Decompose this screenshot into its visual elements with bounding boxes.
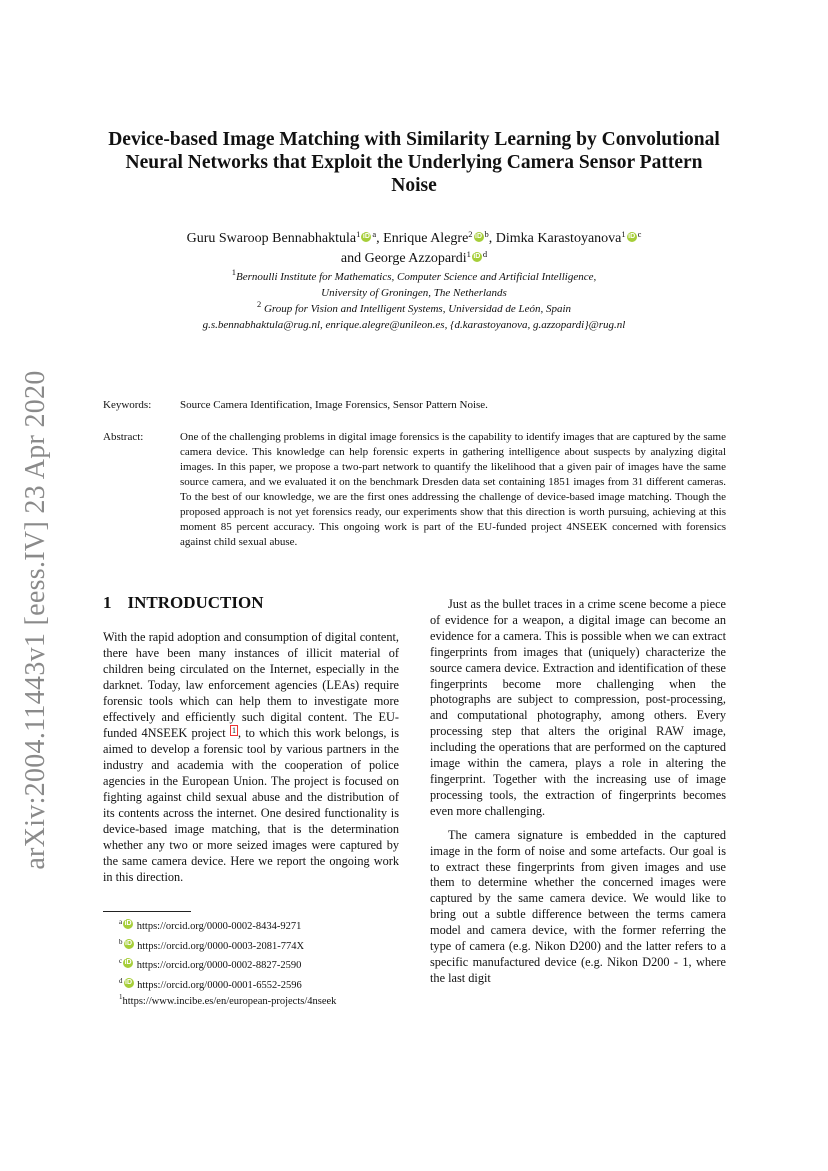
arxiv-identifier: [16, 360, 56, 880]
author-affil-ref: 1: [621, 229, 626, 239]
author-emails: g.s.bennabhaktula@rug.nl, enrique.alegre@unileon.es, {d.karastoyanova, g.azzopardi}@rug.nl: [202, 319, 626, 331]
affil-number: 1: [231, 267, 236, 277]
paragraph-text: , to which this work belongs, is aimed to develop a forensic tool by various partners in the industry and academia with the cooperation of police agencies in the European Union. The project is focused on fighting against child sexual abuse and the distribution of its contents across the internet. One desired functionality is device-based image matching, that is the determination whether any two or more seized images were captured by the same camera device. Here we report the ongoing work in this direction.: [103, 726, 399, 884]
footnote-url[interactable]: https://orcid.org/0000-0002-8434-9271: [136, 921, 302, 932]
title-line: Device-based Image Matching with Similarity Learning by Convolutional: [108, 129, 720, 150]
affiliation-1-cont: University of Groningen, The Netherlands: [321, 287, 507, 299]
author-name: George Azzopardi: [364, 251, 467, 266]
arxiv-identifier-text: arXiv:2004.11443v1 [eess.IV] 23 Apr 2020: [20, 370, 51, 870]
orcid-icon: iD: [124, 959, 132, 966]
title-line: Noise: [391, 175, 437, 196]
footnote-url[interactable]: https://www.incibe.es/en/european-projects/4nseek: [122, 996, 337, 1007]
affil-number: 2: [256, 299, 262, 309]
footnote-project: [103, 995, 403, 1009]
orcid-icon[interactable]: iD: [475, 233, 483, 240]
left-column: [103, 630, 399, 886]
section-number: 1: [103, 593, 112, 612]
footnote-mark: a: [119, 918, 123, 926]
footnote-rule: [103, 911, 191, 912]
footnote-mark: 1: [119, 993, 123, 1001]
author-name: Dimka Karastoyanova: [495, 231, 622, 246]
footnote-orcid: [103, 976, 403, 996]
abstract-row: [103, 430, 726, 550]
footnotes: [103, 917, 403, 1009]
intro-paragraph-2: Just as the bullet traces in a crime scene become a piece of evidence for a weapon, a digital image can become an evidence for a camera. This is possible when we can extract fingerprints from images that (uniquely) characterize the source camera device. Extraction and identification of these fingerprints become more challenging when the photographs are subject to compression, post-processing, and computational photography, among others. Every processing step that alters the original RAW image, including the operations that are performed on the captured image within the camera, plays a role in altering the fingerprint. Together with the increasing use of image processing tools, the extraction of fingerprints becomes even more challenging.: [430, 597, 726, 818]
orcid-icon[interactable]: iD: [473, 253, 481, 260]
author-affil-ref: 1: [466, 249, 471, 259]
keywords-label: Keywords:: [103, 399, 152, 411]
title-line: Neural Networks that Exploit the Underlying Camera Sensor Pattern: [125, 152, 703, 173]
author-footnote-mark: b: [484, 229, 489, 239]
author-name: Enrique Alegre: [383, 231, 469, 246]
footnote-orcid: [103, 956, 403, 976]
author-footnote-mark: c: [637, 229, 642, 239]
author-name: Guru Swaroop Bennabhaktula: [186, 231, 357, 246]
author-footnote-mark: d: [482, 249, 488, 259]
affil-text: Bernoulli Institute for Mathematics, Computer Science and Artificial Intelligence,: [235, 271, 597, 283]
footnote-url[interactable]: https://orcid.org/0000-0003-2081-774X: [137, 940, 305, 952]
affiliations: [80, 269, 748, 333]
footnote-url[interactable]: https://orcid.org/0000-0002-8827-2590: [136, 960, 302, 971]
right-column: [430, 597, 726, 987]
footnote-orcid: [103, 917, 403, 937]
section-title: INTRODUCTION: [127, 593, 264, 612]
paper-title: [90, 128, 738, 197]
orcid-icon[interactable]: iD: [362, 233, 370, 240]
footnote-url[interactable]: https://orcid.org/0000-0001-6552-2596: [137, 979, 302, 991]
author-affil-ref: 1: [356, 229, 361, 239]
footnote-orcid: [103, 937, 403, 957]
footnote-link[interactable]: 1: [231, 726, 236, 736]
author-footnote-mark: a: [372, 229, 377, 239]
footnote-mark: b: [119, 937, 123, 946]
affiliation-2: [80, 301, 748, 317]
author-line-2: [80, 249, 748, 269]
orcid-icon[interactable]: iD: [628, 233, 636, 240]
author-line-1: Guru Swaroop Bennabhaktula$^1$ iD $^a$, Enrique Alegre$^2$ iD $^b$, Dimka Karastoyanova$^1$ iD $^c$: [186, 229, 642, 246]
affiliation-1: [80, 269, 748, 285]
footnote-mark: c: [119, 957, 123, 965]
author-affil-ref: 2: [468, 229, 473, 239]
affil-text: Group for Vision and Intelligent Systems, Universidad de León, Spain: [263, 303, 572, 315]
keywords-row: [103, 398, 726, 413]
author-list: [80, 229, 748, 269]
paragraph-text: With the rapid adoption and consumption of digital content, there have been many instances of illicit material of children being circulated on the Internet, especially in the darknet. Today, law enforcement agencies (LEAs) require forensic tools which can help them to investigate more effectively and efficiently such digital content. The EU-funded 4NSEEK project: [103, 630, 399, 741]
orcid-icon: iD: [125, 939, 132, 947]
orcid-icon: iD: [125, 978, 132, 986]
abstract-text: One of the challenging problems in digital image forensics is the capability to identify images that are captured by the same camera device. This knowledge can help forensic experts in gathering intelligence about suspects by analyzing digital images. In this paper, we propose a two-part network to quantify the likelihood that a given pair of images have the same source camera, and we evaluated it on the benchmark Dresden data set containing 1851 images from 31 different cameras. To the best of our knowledge, we are the first ones addressing the challenge of device-based image matching. Though the proposed approach is not yet forensics ready, our experiments show that this direction is worth pursuing, achieving at this moment 85 percent accuracy. This ongoing work is part of the EU-funded project 4NSEEK concerned with forensics against child sexual abuse.: [180, 431, 726, 548]
intro-paragraph-3: The camera signature is embedded in the captured image in the form of noise and some artefacts. Our goal is to extract these fingerprints from given images and use them to determine whether the concerned images were captured by the same camera device. We would like to bring out a subtle difference between the terms camera model and camera device, with the former referring the type of camera (e.g. Nikon D200) and the latter refers to a specific manufactured device (e.g. Nikon D200 - 1, where the last digit: [430, 827, 726, 985]
keywords-text: Source Camera Identification, Image Forensics, Sensor Pattern Noise.: [180, 399, 488, 411]
abstract-label: Abstract:: [103, 431, 144, 443]
section-heading: [103, 593, 264, 613]
orcid-icon: iD: [124, 920, 132, 927]
footnote-mark: d: [119, 976, 123, 985]
author-conjunction: and: [340, 251, 362, 266]
intro-paragraph-1: [103, 630, 399, 886]
